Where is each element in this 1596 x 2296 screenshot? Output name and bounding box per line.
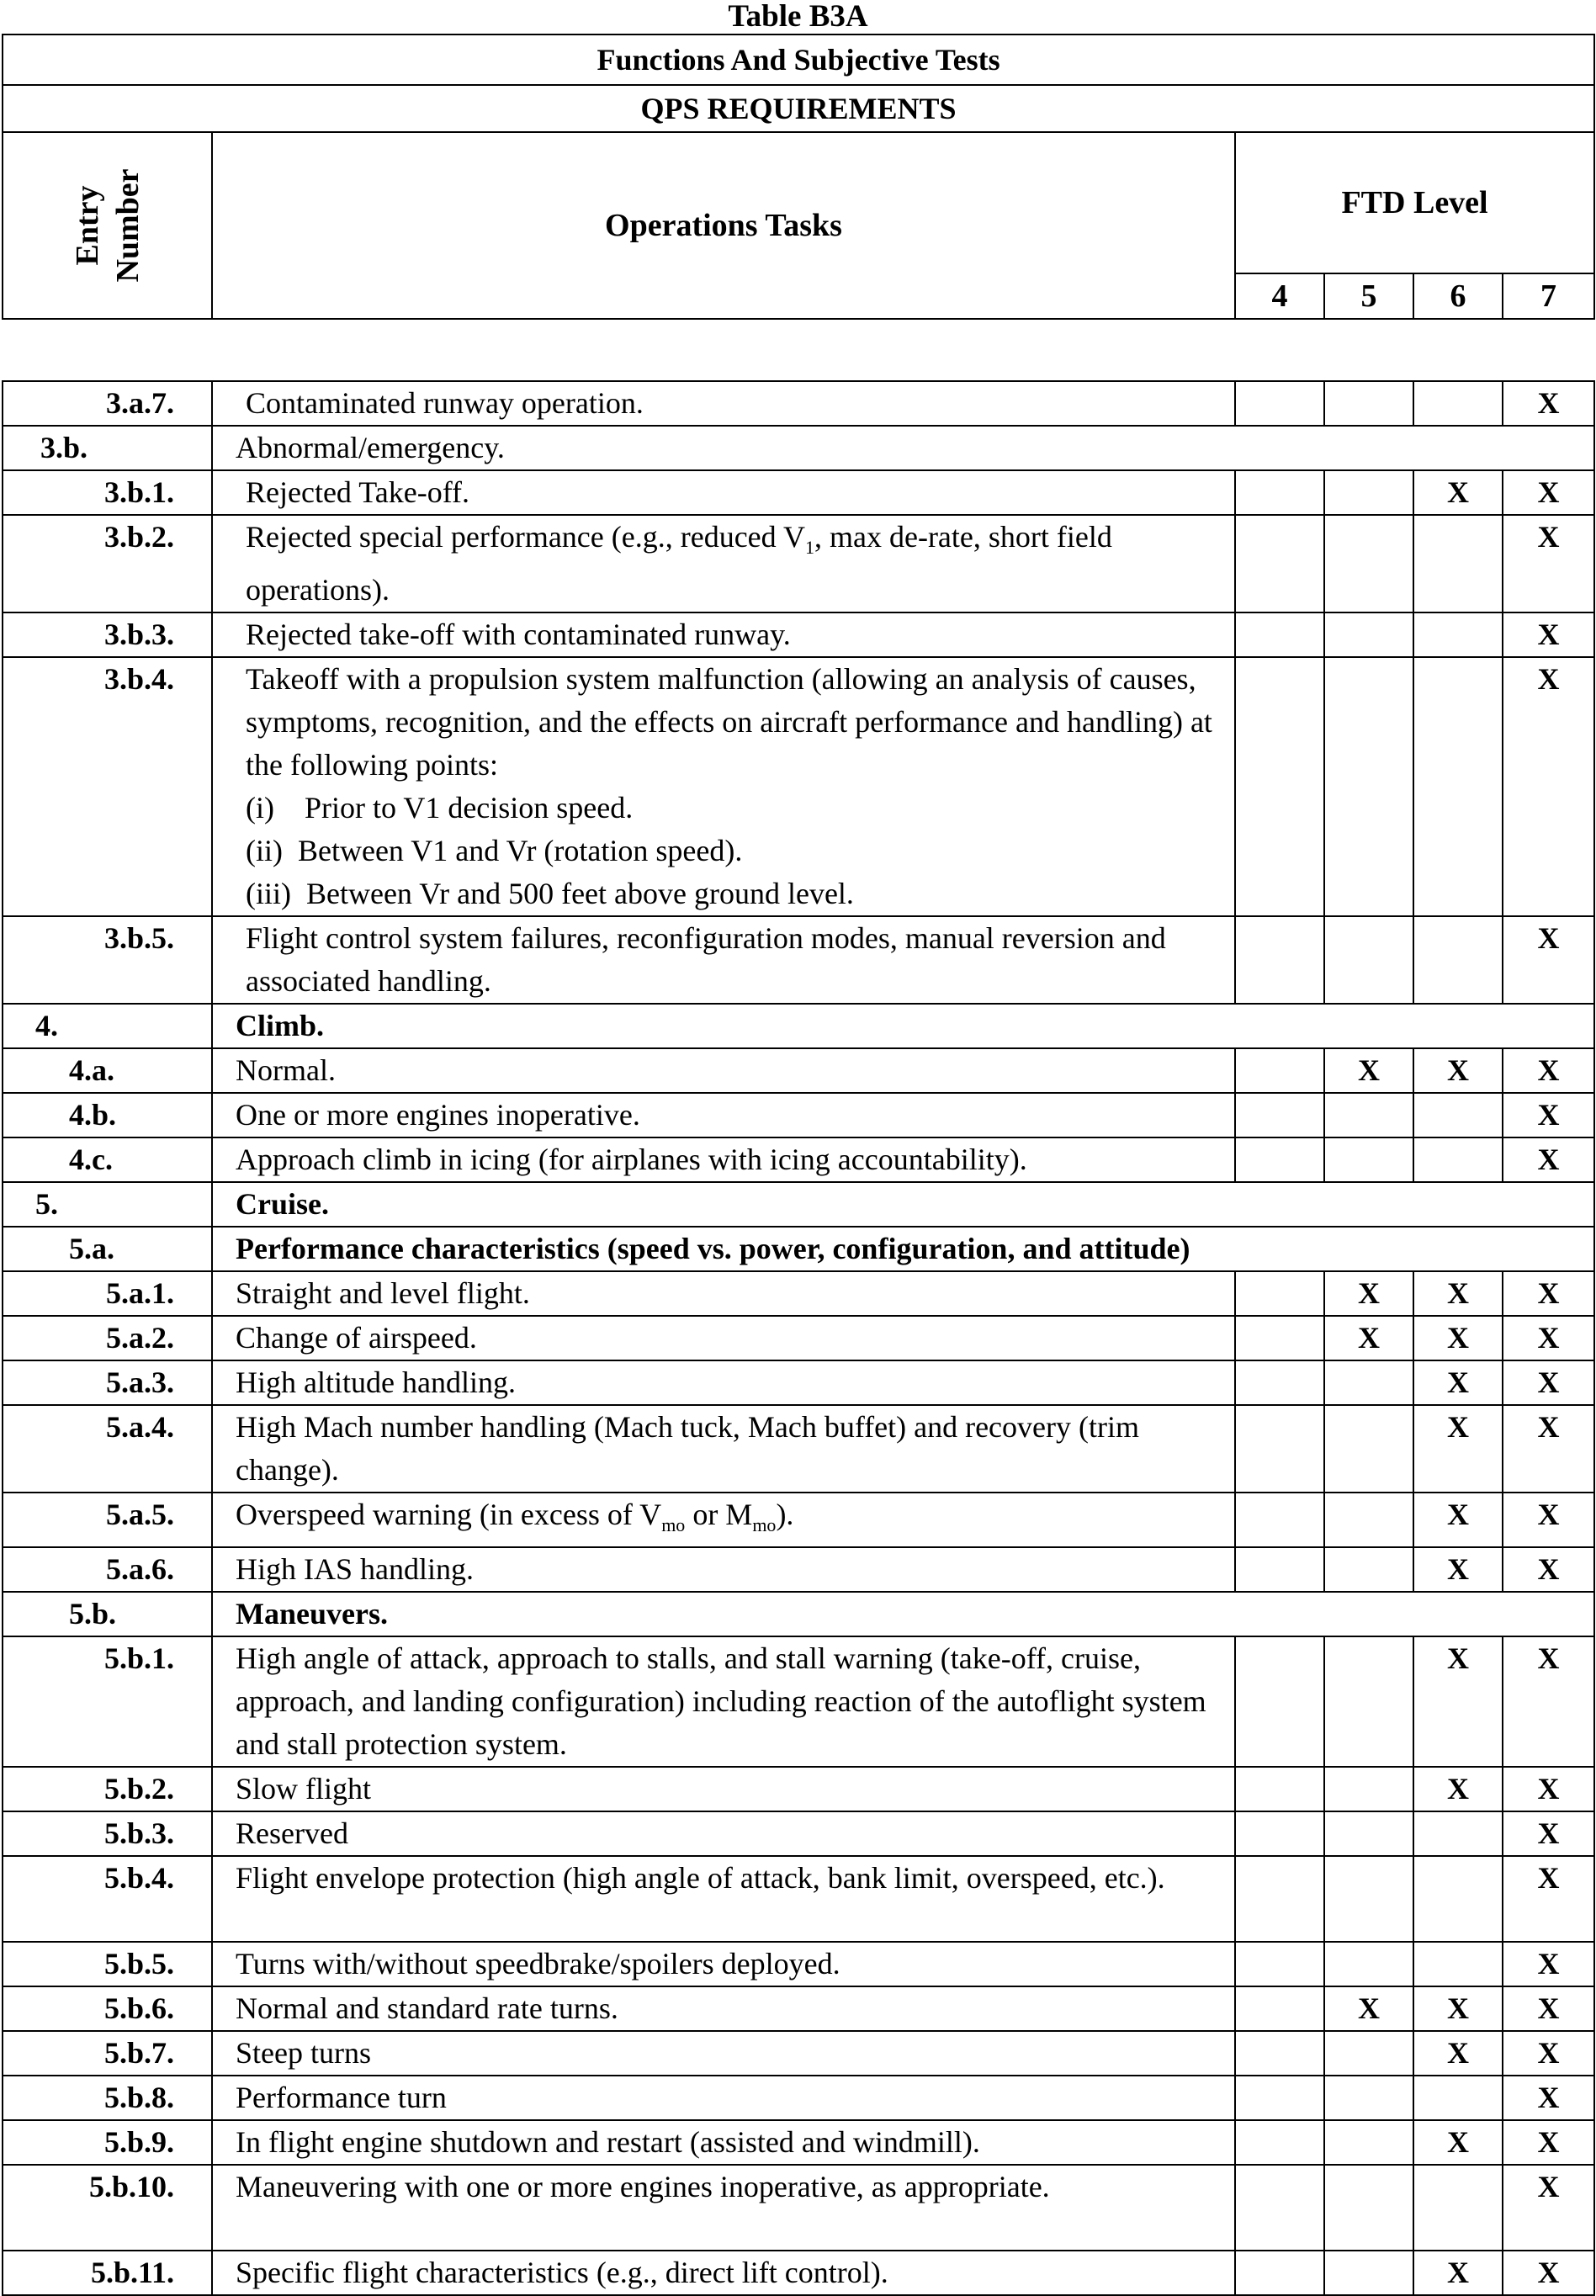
- level-4-mark: [1235, 2031, 1324, 2076]
- level-7-mark: X: [1503, 2165, 1594, 2251]
- level-6-mark: X: [1413, 1493, 1503, 1547]
- level-4-mark: [1235, 1048, 1324, 1093]
- header-title: Functions And Subjective Tests: [3, 34, 1594, 85]
- level-5-mark: [1324, 2120, 1413, 2165]
- entry-id: 3.b.1.: [3, 470, 212, 515]
- table-row: [3, 1316, 1594, 1360]
- level-6-mark: [1413, 916, 1503, 1004]
- level-5-mark: [1324, 515, 1413, 612]
- task-description: Flight envelope protection (high angle of attack, bank limit, overspeed, etc.).: [212, 1856, 1235, 1942]
- task-description: High Mach number handling (Mach tuck, Mach buffet) and recovery (trim change).: [212, 1405, 1235, 1493]
- table-row: [3, 2251, 1594, 2295]
- level-6-mark: [1413, 1811, 1503, 1856]
- entry-id: 5.b.10.: [3, 2165, 212, 2251]
- level-7-mark: X: [1503, 1360, 1594, 1405]
- level-4-mark: [1235, 1811, 1324, 1856]
- level-5-mark: X: [1324, 1316, 1413, 1360]
- table-row: [3, 1547, 1594, 1592]
- level-7-mark: X: [1503, 1856, 1594, 1942]
- table-row: [3, 2076, 1594, 2120]
- level-7-mark: X: [1503, 2120, 1594, 2165]
- entry-id: 5.a.3.: [3, 1360, 212, 1405]
- level-6-mark: X: [1413, 1048, 1503, 1093]
- table-row: [3, 515, 1594, 612]
- level-6-mark: [1413, 381, 1503, 426]
- level-4-mark: [1235, 2076, 1324, 2120]
- level-7-mark: X: [1503, 1493, 1594, 1547]
- requirements-table: [2, 380, 1595, 2296]
- level-7-mark: X: [1503, 515, 1594, 612]
- level-7-mark: X: [1503, 1636, 1594, 1767]
- table-row: [3, 1636, 1594, 1767]
- level-4-mark: [1235, 2120, 1324, 2165]
- level-7-mark: X: [1503, 1316, 1594, 1360]
- task-description: Contaminated runway operation.: [212, 381, 1235, 426]
- level-6-mark: X: [1413, 1316, 1503, 1360]
- level-4-mark: [1235, 1093, 1324, 1137]
- level-4-header: 4: [1235, 273, 1324, 319]
- level-7-mark: X: [1503, 381, 1594, 426]
- level-7-mark: X: [1503, 2251, 1594, 2295]
- level-4-mark: [1235, 612, 1324, 657]
- level-6-mark: X: [1413, 1547, 1503, 1592]
- table-row: [3, 2165, 1594, 2251]
- ftd-level-header: FTD Level: [1235, 132, 1594, 273]
- header-table: [2, 34, 1595, 320]
- level-6-mark: [1413, 2165, 1503, 2251]
- entry-id: 3.a.7.: [3, 381, 212, 426]
- level-4-mark: [1235, 1405, 1324, 1493]
- level-4-mark: [1235, 2165, 1324, 2251]
- table-row: [3, 1093, 1594, 1137]
- task-description: Approach climb in icing (for airplanes with icing accountability).: [212, 1137, 1235, 1182]
- level-7-mark: X: [1503, 1048, 1594, 1093]
- entry-id: 5.b.11.: [3, 2251, 212, 2295]
- level-4-mark: [1235, 1137, 1324, 1182]
- table-row: [3, 1856, 1594, 1942]
- level-4-mark: [1235, 1316, 1324, 1360]
- task-description: Cruise.: [212, 1182, 1594, 1227]
- task-description: Performance characteristics (speed vs. power, configuration, and attitude): [212, 1227, 1594, 1271]
- level-7-mark: X: [1503, 1547, 1594, 1592]
- table-row: [3, 1493, 1594, 1547]
- table-title: Table B3A: [728, 0, 868, 34]
- level-5-mark: [1324, 657, 1413, 916]
- level-6-mark: [1413, 515, 1503, 612]
- level-4-mark: [1235, 1360, 1324, 1405]
- level-7-mark: X: [1503, 1986, 1594, 2031]
- level-7-mark: X: [1503, 1942, 1594, 1986]
- entry-label-2: Number: [109, 168, 146, 283]
- table-row: [3, 1271, 1594, 1316]
- level-6-mark: X: [1413, 1767, 1503, 1811]
- level-5-mark: [1324, 1493, 1413, 1547]
- level-5-mark: X: [1324, 1986, 1413, 2031]
- table-row: [3, 1004, 1594, 1048]
- level-6-mark: [1413, 657, 1503, 916]
- level-6-mark: X: [1413, 2120, 1503, 2165]
- level-7-mark: X: [1503, 657, 1594, 916]
- task-description: Rejected Take-off.: [212, 470, 1235, 515]
- level-7-mark: X: [1503, 1811, 1594, 1856]
- level-6-mark: [1413, 1856, 1503, 1942]
- entry-id: 5.b.1.: [3, 1636, 212, 1767]
- task-description: Flight control system failures, reconfiguration modes, manual reversion and associated handling.: [212, 916, 1235, 1004]
- task-description: Change of airspeed.: [212, 1316, 1235, 1360]
- list-item: (ii) Between V1 and Vr (rotation speed).: [246, 834, 743, 868]
- task-description: Abnormal/emergency.: [212, 426, 1594, 470]
- table-row: [3, 1360, 1594, 1405]
- level-6-mark: [1413, 612, 1503, 657]
- level-5-mark: X: [1324, 1048, 1413, 1093]
- level-7-mark: X: [1503, 1137, 1594, 1182]
- entry-id: 5.b.4.: [3, 1856, 212, 1942]
- task-description: Performance turn: [212, 2076, 1235, 2120]
- level-7-mark: X: [1503, 1767, 1594, 1811]
- entry-id: 5.a.6.: [3, 1547, 212, 1592]
- task-description: One or more engines inoperative.: [212, 1093, 1235, 1137]
- list-item: (iii) Between Vr and 500 feet above ground level.: [246, 877, 854, 911]
- task-description: High IAS handling.: [212, 1547, 1235, 1592]
- entry-id: 5.b.8.: [3, 2076, 212, 2120]
- entry-id: 5.b.2.: [3, 1767, 212, 1811]
- level-5-mark: [1324, 1856, 1413, 1942]
- level-7-mark: X: [1503, 916, 1594, 1004]
- entry-id: 3.b.3.: [3, 612, 212, 657]
- list-item: (i) Prior to V1 decision speed.: [246, 791, 634, 825]
- level-5-mark: [1324, 2076, 1413, 2120]
- task-description: Takeoff with a propulsion system malfunction (allowing an analysis of causes, symptoms, recognition, and the effects on aircraft performance and handling) at the following points: (i) Prior to V1 decision speed. (ii) Between V1 and Vr (rotation speed). (iii) Between Vr and 500 feet above ground level.: [212, 657, 1235, 916]
- entry-id: 5.a.4.: [3, 1405, 212, 1493]
- entry-id: 5.b.5.: [3, 1942, 212, 1986]
- level-4-mark: [1235, 2251, 1324, 2295]
- table-row: [3, 426, 1594, 470]
- level-7-header: 7: [1503, 273, 1594, 319]
- level-7-mark: X: [1503, 470, 1594, 515]
- table-row: [3, 1227, 1594, 1271]
- table-row: [3, 1767, 1594, 1811]
- level-4-mark: [1235, 515, 1324, 612]
- task-description: Maneuvers.: [212, 1592, 1594, 1636]
- task-description: In flight engine shutdown and restart (assisted and windmill).: [212, 2120, 1235, 2165]
- table-row: [3, 1182, 1594, 1227]
- level-6-mark: [1413, 2076, 1503, 2120]
- entry-id: 5.b.7.: [3, 2031, 212, 2076]
- table-row: [3, 916, 1594, 1004]
- table-row: [3, 1405, 1594, 1493]
- entry-id: 5.b.: [3, 1592, 212, 1636]
- entry-id: 3.b.4.: [3, 657, 212, 916]
- level-4-mark: [1235, 470, 1324, 515]
- entry-number-header: [3, 132, 212, 319]
- task-description: Normal.: [212, 1048, 1235, 1093]
- task-description: Reserved: [212, 1811, 1235, 1856]
- task-description: Normal and standard rate turns.: [212, 1986, 1235, 2031]
- entry-id: 5.: [3, 1182, 212, 1227]
- level-5-mark: [1324, 1547, 1413, 1592]
- level-5-mark: X: [1324, 1271, 1413, 1316]
- level-5-mark: [1324, 2031, 1413, 2076]
- table-row: [3, 1137, 1594, 1182]
- table-row: [3, 2031, 1594, 2076]
- entry-id: 5.b.6.: [3, 1986, 212, 2031]
- table-row: [3, 1986, 1594, 2031]
- level-6-mark: X: [1413, 2031, 1503, 2076]
- table-row: [3, 2120, 1594, 2165]
- entry-id: 5.b.3.: [3, 1811, 212, 1856]
- task-description: Rejected special performance (e.g., reduced $V_1$, max de-rate, short field operations).: [212, 515, 1235, 612]
- table-row: [3, 1048, 1594, 1093]
- level-7-mark: X: [1503, 2031, 1594, 2076]
- entry-id: 5.a.2.: [3, 1316, 212, 1360]
- level-4-mark: [1235, 381, 1324, 426]
- level-4-mark: [1235, 916, 1324, 1004]
- task-description: Specific flight characteristics (e.g., direct lift control).: [212, 2251, 1235, 2295]
- task-description: Slow flight: [212, 1767, 1235, 1811]
- level-5-header: 5: [1324, 273, 1413, 319]
- entry-id: 5.a.5.: [3, 1493, 212, 1547]
- entry-id: 4.a.: [3, 1048, 212, 1093]
- entry-id: 5.b.9.: [3, 2120, 212, 2165]
- level-4-mark: [1235, 1767, 1324, 1811]
- entry-id: 4.b.: [3, 1093, 212, 1137]
- level-6-mark: X: [1413, 1405, 1503, 1493]
- level-7-mark: X: [1503, 2076, 1594, 2120]
- table-row: [3, 612, 1594, 657]
- task-description: Climb.: [212, 1004, 1594, 1048]
- task-description: Straight and level flight.: [212, 1271, 1235, 1316]
- level-4-mark: [1235, 1493, 1324, 1547]
- level-5-mark: [1324, 1811, 1413, 1856]
- table-row: [3, 657, 1594, 916]
- entry-id: 4.c.: [3, 1137, 212, 1182]
- entry-id: 3.b.: [3, 426, 212, 470]
- level-6-mark: [1413, 1942, 1503, 1986]
- task-description: Steep turns: [212, 2031, 1235, 2076]
- task-description: Turns with/without speedbrake/spoilers deployed.: [212, 1942, 1235, 1986]
- level-6-mark: [1413, 1093, 1503, 1137]
- level-5-mark: [1324, 2251, 1413, 2295]
- table-row: [3, 470, 1594, 515]
- level-7-mark: X: [1503, 612, 1594, 657]
- level-6-mark: X: [1413, 1636, 1503, 1767]
- level-5-mark: [1324, 1942, 1413, 1986]
- level-6-mark: X: [1413, 1986, 1503, 2031]
- level-5-mark: [1324, 1360, 1413, 1405]
- level-6-mark: [1413, 1137, 1503, 1182]
- level-5-mark: [1324, 470, 1413, 515]
- level-4-mark: [1235, 1942, 1324, 1986]
- entry-id: 3.b.2.: [3, 515, 212, 612]
- level-7-mark: X: [1503, 1271, 1594, 1316]
- level-4-mark: [1235, 1856, 1324, 1942]
- level-5-mark: [1324, 1093, 1413, 1137]
- level-5-mark: [1324, 1636, 1413, 1767]
- operations-tasks-header: Operations Tasks: [212, 132, 1235, 319]
- level-5-mark: [1324, 2165, 1413, 2251]
- level-6-header: 6: [1413, 273, 1503, 319]
- level-5-mark: [1324, 381, 1413, 426]
- level-7-mark: X: [1503, 1093, 1594, 1137]
- task-description: High altitude handling.: [212, 1360, 1235, 1405]
- level-5-mark: [1324, 916, 1413, 1004]
- task-description: High angle of attack, approach to stalls, and stall warning (take-off, cruise, approach, and landing configuration) including reaction of the autoflight system and stall protection system.: [212, 1636, 1235, 1767]
- table-row: [3, 1811, 1594, 1856]
- table-row: [3, 381, 1594, 426]
- level-6-mark: X: [1413, 1271, 1503, 1316]
- task-description: Maneuvering with one or more engines inoperative, as appropriate.: [212, 2165, 1235, 2251]
- header-subtitle: QPS REQUIREMENTS: [3, 85, 1594, 132]
- level-5-mark: [1324, 1767, 1413, 1811]
- entry-id: 5.a.: [3, 1227, 212, 1271]
- task-description: Overspeed warning (in excess of $V_{mo}$ or $M_{mo}$).: [212, 1493, 1235, 1547]
- level-6-mark: X: [1413, 470, 1503, 515]
- level-7-mark: X: [1503, 1405, 1594, 1493]
- level-5-mark: [1324, 1137, 1413, 1182]
- task-description: Rejected take-off with contaminated runway.: [212, 612, 1235, 657]
- entry-label-1: Entry: [69, 185, 105, 266]
- level-4-mark: [1235, 657, 1324, 916]
- level-4-mark: [1235, 1986, 1324, 2031]
- level-4-mark: [1235, 1636, 1324, 1767]
- level-6-mark: X: [1413, 2251, 1503, 2295]
- level-5-mark: [1324, 1405, 1413, 1493]
- table-row: [3, 1592, 1594, 1636]
- entry-id: 3.b.5.: [3, 916, 212, 1004]
- level-4-mark: [1235, 1271, 1324, 1316]
- entry-id: 5.a.1.: [3, 1271, 212, 1316]
- level-4-mark: [1235, 1547, 1324, 1592]
- level-6-mark: X: [1413, 1360, 1503, 1405]
- level-5-mark: [1324, 612, 1413, 657]
- table-row: [3, 1942, 1594, 1986]
- entry-id: 4.: [3, 1004, 212, 1048]
